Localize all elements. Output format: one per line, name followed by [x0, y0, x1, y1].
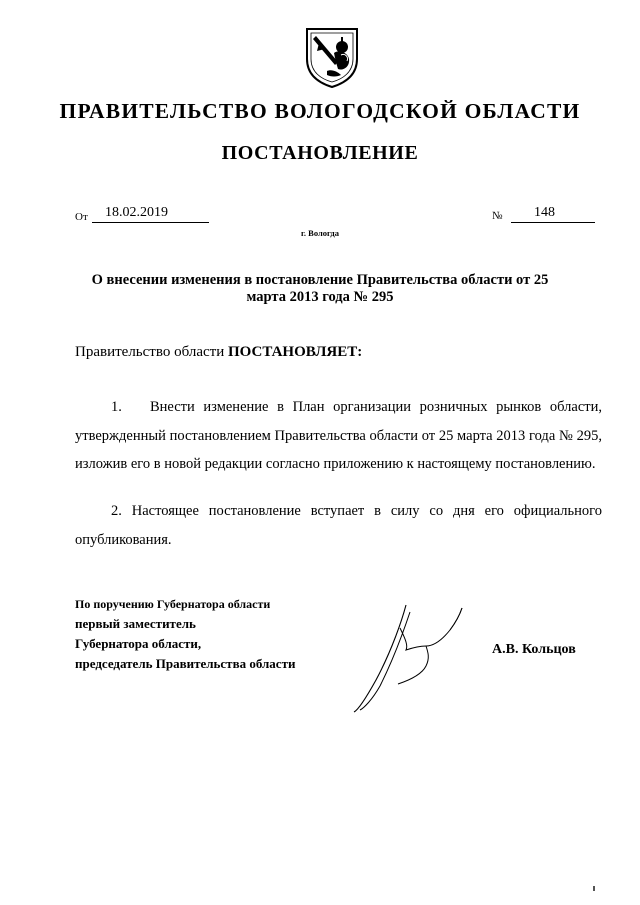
- paragraph-2: [75, 497, 602, 554]
- signatory-line-1: По поручению Губернатора области: [75, 597, 271, 611]
- document-number: 148: [511, 205, 595, 223]
- city: г. Вологда: [301, 228, 339, 238]
- signer-name: А.В. Кольцов: [492, 642, 576, 657]
- paragraph-1: [75, 393, 602, 479]
- document-type: ПОСТАНОВЛЕНИЕ: [221, 142, 419, 164]
- signatory-line-4: председатель Правительства области: [75, 656, 296, 671]
- scan-artifact: [593, 886, 595, 891]
- resolves-keyword: ПОСТАНОВЛЯЕТ:: [227, 344, 363, 360]
- document-date: 18.02.2019: [92, 205, 209, 223]
- resolves-line: [75, 344, 362, 361]
- handwritten-signature: [340, 600, 480, 715]
- resolves-prefix: Правительство области: [75, 344, 228, 360]
- coat-of-arms-icon: [301, 25, 363, 89]
- signatory-title: [75, 594, 295, 674]
- date-prefix: От: [75, 211, 88, 223]
- paragraph-1-number: 1.: [111, 399, 122, 415]
- number-prefix: №: [492, 210, 503, 222]
- paragraph-1-text: Внести изменение в План организации розничных рынков области, утвержденный постановлением Правительства области от 25 марта 2013 года № 295, изложив его в новой редакции согласно приложению к настоящему постановлению.: [75, 399, 602, 472]
- signatory-line-3: Губернатора области,: [75, 636, 202, 651]
- document-subject: О внесении изменения в постановление Правительства области от 25 марта 2013 года № 295: [91, 272, 549, 305]
- signatory-line-2: первый заместитель: [75, 616, 196, 631]
- government-title: ПРАВИТЕЛЬСТВО ВОЛОГОДСКОЙ ОБЛАСТИ: [59, 99, 581, 123]
- paragraph-2-text: 2. Настоящее постановление вступает в силу со дня его официального опубликования.: [75, 503, 602, 548]
